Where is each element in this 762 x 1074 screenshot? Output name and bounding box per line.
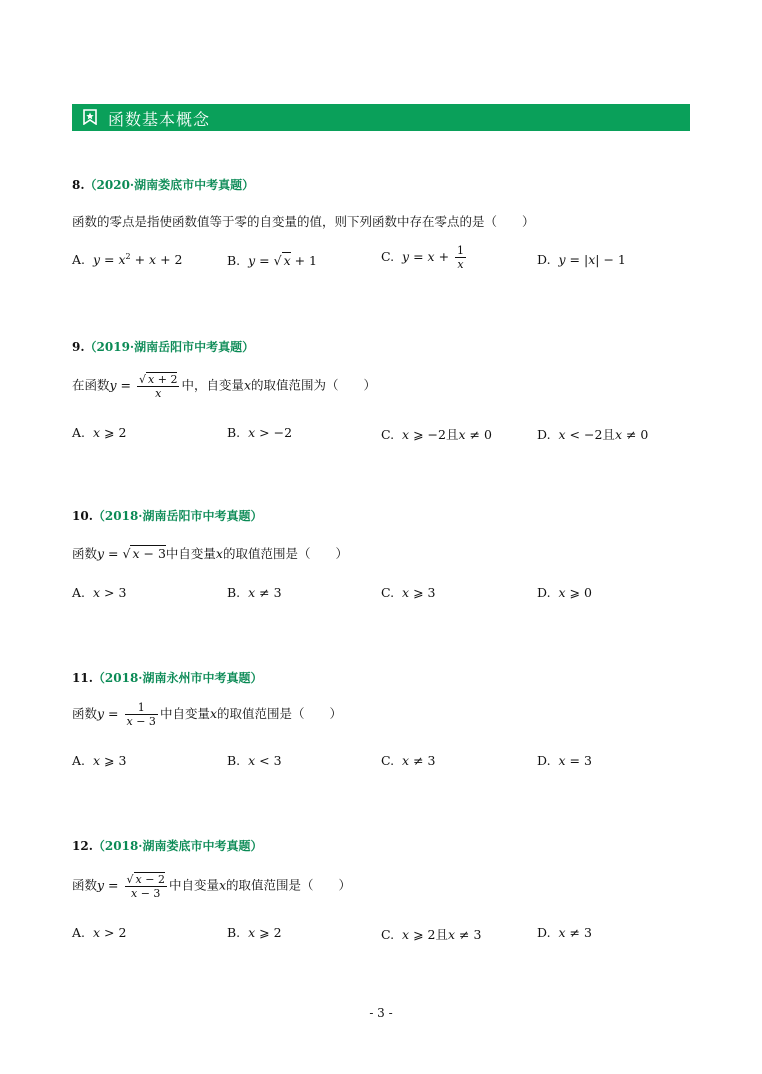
question-10-text: 函数y = √ x − 3中自变量x的取值范围是（ ）: [72, 546, 348, 561]
option-d: D. x < −2且x ≠ 0: [537, 427, 649, 442]
option-a: A. x ⩾ 3: [72, 753, 127, 768]
question-number: 9.: [72, 340, 85, 354]
option-d: D. y = |x| − 1: [537, 252, 626, 267]
question-number: 12.: [72, 839, 93, 853]
question-8-text: 函数的零点是指使函数值等于零的自变量的值，则下列函数中存在零点的是（ ）: [72, 214, 535, 229]
option-a: A. x > 2: [72, 925, 127, 940]
option-b: B. x ⩾ 2: [227, 925, 282, 940]
question-10-header: [72, 507, 262, 524]
option-a: A. x ⩾ 2: [72, 425, 127, 440]
question-9-header: [72, 338, 254, 355]
question-number: 10.: [72, 509, 93, 523]
question-source: （2018·湖南岳阳市中考真题）: [92, 509, 263, 523]
question-source: （2018·湖南永州市中考真题）: [92, 671, 263, 685]
option-c: C. x ⩾ 2且x ≠ 3: [381, 927, 482, 942]
option-b: B. y = √ x + 1: [227, 253, 318, 268]
question-11-header: [72, 669, 262, 686]
option-b: B. x < 3: [227, 753, 282, 768]
question-source: （2018·湖南娄底市中考真题）: [92, 839, 263, 853]
option-c: C. x ≠ 3: [381, 753, 436, 768]
question-11-text: 函数y = $\frac{1}{x - 3}$ 中自变量x的取值范围是（ ）: [72, 701, 343, 728]
option-a: A. x > 3: [72, 585, 127, 600]
question-12-header: [72, 837, 262, 854]
option-d: D. x = 3: [537, 753, 592, 768]
option-c: C. x ⩾ −2且x ≠ 0: [381, 427, 492, 442]
question-source: （2019·湖南岳阳市中考真题）: [84, 340, 255, 354]
section-title: 函数基本概念: [108, 110, 211, 129]
question-number: 11.: [72, 671, 93, 685]
question-8-header: [72, 176, 254, 193]
option-a: A. $y = x^2 + x + 2$: [72, 252, 183, 268]
option-d: D. x ⩾ 0: [537, 585, 592, 600]
option-b: B. x ≠ 3: [227, 585, 282, 600]
star-bookmark-icon: [82, 109, 98, 125]
question-source: （2020·湖南娄底市中考真题）: [84, 178, 255, 192]
question-12-text: 函数y = $\frac{√ x - 2}{x - 3}$ 中自变量x的取值范围是（ ）: [72, 873, 352, 900]
option-d: D. x ≠ 3: [537, 925, 592, 940]
page-number: - 3 -: [369, 1006, 393, 1020]
question-9-text: 在函数y = $\frac{√ x + 2}{x}$ 中，自变量x的取值范围为（ ）: [72, 373, 377, 400]
option-b: B. x > −2: [227, 425, 293, 440]
question-number: 8.: [72, 178, 85, 192]
option-c: C. x ⩾ 3: [381, 585, 436, 600]
section-header: [72, 104, 690, 131]
option-c: C. y = x + $\frac{1}{x}$: [381, 244, 465, 271]
